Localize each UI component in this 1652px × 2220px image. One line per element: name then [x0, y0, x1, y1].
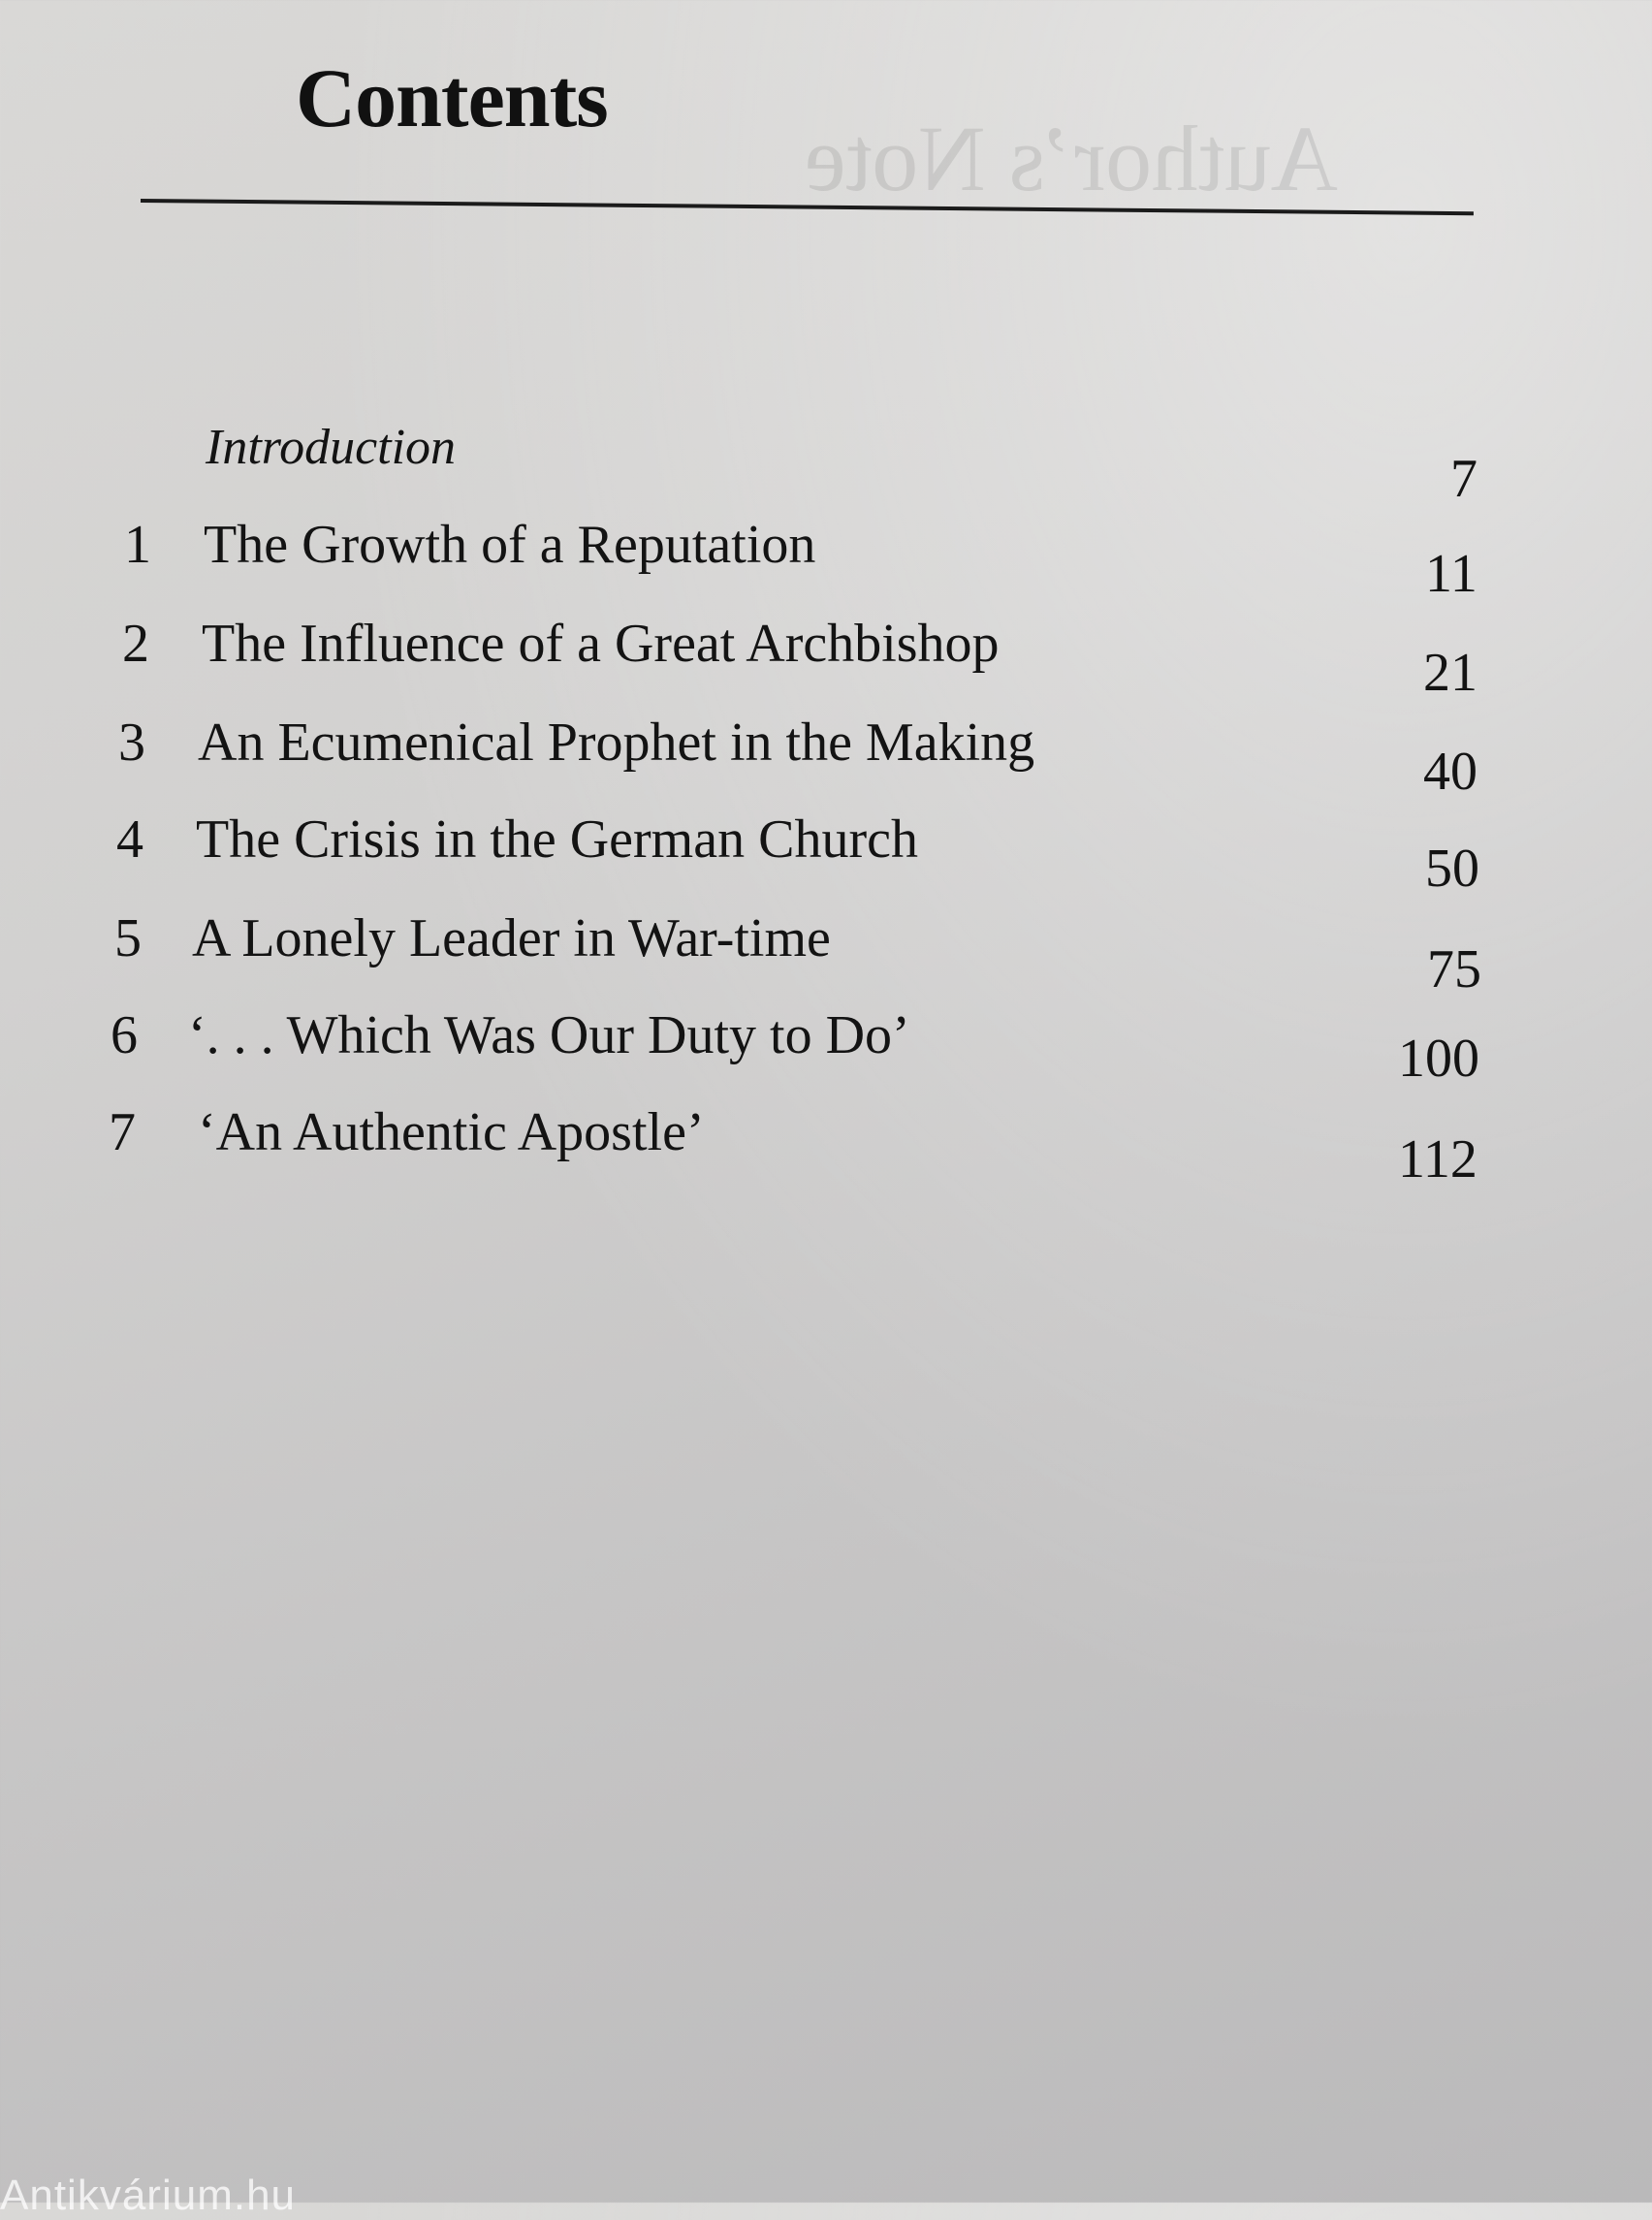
toc-entry-title: A Lonely Leader in War-time — [192, 908, 831, 968]
toc-entry-page: 7 — [1450, 449, 1477, 509]
toc-entry-page: 112 — [1398, 1129, 1477, 1189]
toc-entry-title: ‘. . . Which Was Our Duty to Do’ — [188, 1005, 910, 1065]
toc-entry-number: 1 — [124, 515, 151, 575]
toc-entry-page: 40 — [1423, 742, 1477, 802]
toc-entry-page: 75 — [1427, 939, 1481, 999]
toc-entry-title: An Ecumenical Prophet in the Making — [198, 713, 1035, 773]
toc-entry-page: 100 — [1398, 1029, 1479, 1089]
toc-entry-number: 7 — [109, 1102, 136, 1162]
facing-page-title: Author’s Note — [805, 107, 1339, 210]
toc-entry-number: 4 — [116, 809, 143, 870]
watermark: Antikvárium.hu — [0, 2172, 297, 2219]
toc-entry-number: 5 — [114, 908, 142, 968]
toc-entry-title: The Influence of a Great Archbishop — [202, 614, 1000, 674]
toc-entry-title: The Growth of a Reputation — [204, 515, 816, 575]
toc-entry-number: 2 — [122, 614, 149, 674]
toc-entry-title: Introduction — [206, 420, 457, 475]
toc-entry-page: 50 — [1425, 839, 1479, 899]
toc-entry-title: The Crisis in the German Church — [196, 809, 918, 870]
toc-entry-page: 11 — [1425, 544, 1477, 604]
toc-entry-number: 6 — [111, 1005, 138, 1065]
page-title: Contents — [296, 51, 608, 144]
toc-entry-page: 21 — [1423, 643, 1477, 703]
toc-entry-number: 3 — [118, 713, 145, 773]
toc-entry-title: ‘An Authentic Apostle’ — [198, 1102, 705, 1162]
